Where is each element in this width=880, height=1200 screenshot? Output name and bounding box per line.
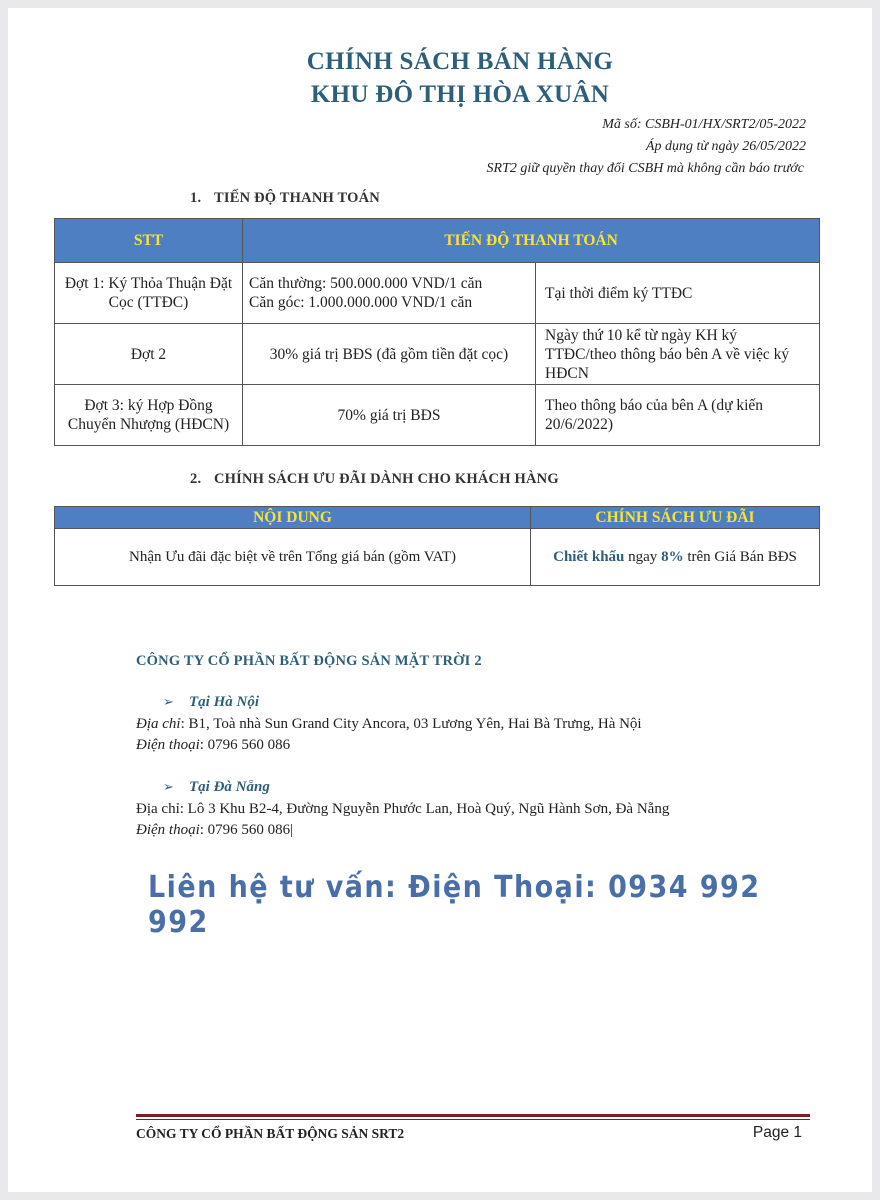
table-row (55, 529, 820, 586)
phone-label: Điện thoại (136, 737, 200, 753)
page-number: Page 1 (752, 1124, 802, 1141)
branch-hanoi (163, 694, 259, 711)
address-value: : B1, Toà nhà Sun Grand City Ancora, 03 Lương Yên, Hai Bà Trưng, Hà Nội (180, 716, 642, 732)
footer-divider (136, 1114, 810, 1117)
header-policy: CHÍNH SÁCH ƯU ĐÃI (531, 507, 820, 529)
branch-danang (163, 779, 270, 796)
arrow-right-icon: ➢ (163, 694, 174, 709)
table-header-row (55, 507, 820, 529)
document-subtitle: KHU ĐÔ THỊ HÒA XUÂN (310, 81, 610, 108)
section-title: TIẾN ĐỘ THANH TOÁN (214, 190, 380, 206)
section-number: 2. (190, 471, 202, 487)
amount-cell: 30% giá trị BĐS (đã gồm tiền đặt cọc) (243, 324, 536, 385)
discount-percent: 8% (661, 548, 684, 565)
section-title: CHÍNH SÁCH ƯU ĐÃI DÀNH CHO KHÁCH HÀNG (214, 471, 559, 487)
phone-value: : 0796 560 086| (199, 822, 294, 838)
table-row (55, 263, 820, 324)
amount-cell: 70% giá trị BĐS (243, 385, 536, 446)
table-row (55, 324, 820, 385)
disclaimer: SRT2 giữ quyền thay đổi CSBH mà không cần báo trước (486, 161, 804, 176)
amount-line: Căn thường: 500.000.000 VND/1 căn (249, 275, 483, 292)
header-content: NỘI DUNG (55, 507, 531, 529)
payment-schedule-table (54, 218, 820, 446)
timing-cell: Ngày thứ 10 kể từ ngày KH ký TTĐC/theo thông báo bên A về việc ký HĐCN (536, 324, 820, 385)
phone-label: Điện thoại (136, 822, 200, 838)
danang-phone (136, 822, 293, 839)
danang-address: Địa chỉ: Lô 3 Khu B2-4, Đường Nguyễn Phước Lan, Hoà Quý, Ngũ Hành Sơn, Đà Nẵng (136, 801, 670, 817)
stage-cell: Đợt 2 (55, 324, 243, 385)
section-heading-payment (190, 190, 380, 207)
footer-divider (136, 1119, 810, 1120)
table-row (55, 385, 820, 446)
effective-date: Áp dụng từ ngày 26/05/2022 (645, 139, 806, 154)
branch-label: Tại Đà Nẵng (189, 779, 270, 795)
address-label: Địa chỉ (136, 716, 181, 732)
header-progress: TIẾN ĐỘ THANH TOÁN (243, 219, 820, 263)
promotion-policy-cell (531, 529, 820, 586)
header-stt: STT (55, 219, 243, 263)
hanoi-phone (136, 737, 290, 754)
section-heading-promotion (190, 471, 559, 488)
stage-cell: Đợt 1: Ký Thỏa Thuận Đặt Cọc (TTĐC) (55, 263, 243, 324)
timing-cell: Theo thông báo của bên A (dự kiến 20/6/2022) (536, 385, 820, 446)
company-name: CÔNG TY CỔ PHẦN BẤT ĐỘNG SẢN MẶT TRỜI 2 (136, 653, 482, 669)
discount-label: Chiết khấu (553, 548, 625, 565)
phone-value: : 0796 560 086 (199, 737, 291, 753)
contact-banner: Liên hệ tư vấn: Điện Thoại: 0934 992 992 (148, 870, 761, 940)
arrow-right-icon: ➢ (163, 779, 174, 794)
policy-text: trên Giá Bán BĐS (683, 548, 797, 565)
stage-cell: Đợt 3: ký Hợp Đồng Chuyển Nhượng (HĐCN) (55, 385, 243, 446)
promotion-content-cell: Nhận Ưu đãi đặc biệt về trên Tổng giá bán (gồm VAT) (55, 529, 531, 586)
document-title: CHÍNH SÁCH BÁN HÀNG (306, 48, 614, 75)
footer-company: CÔNG TY CỔ PHẦN BẤT ĐỘNG SẢN SRT2 (136, 1126, 405, 1141)
document-page (8, 8, 872, 1192)
amount-cell (243, 263, 536, 324)
hanoi-address (136, 716, 642, 733)
policy-text: ngay (624, 548, 662, 565)
table-header-row (55, 219, 820, 263)
amount-line: Căn góc: 1.000.000.000 VND/1 căn (249, 294, 473, 311)
document-code: Mã số: CSBH-01/HX/SRT2/05-2022 (602, 117, 806, 132)
timing-cell: Tại thời điểm ký TTĐC (536, 263, 820, 324)
section-number: 1. (190, 190, 202, 206)
promotion-table (54, 506, 820, 586)
branch-label: Tại Hà Nội (189, 694, 259, 710)
